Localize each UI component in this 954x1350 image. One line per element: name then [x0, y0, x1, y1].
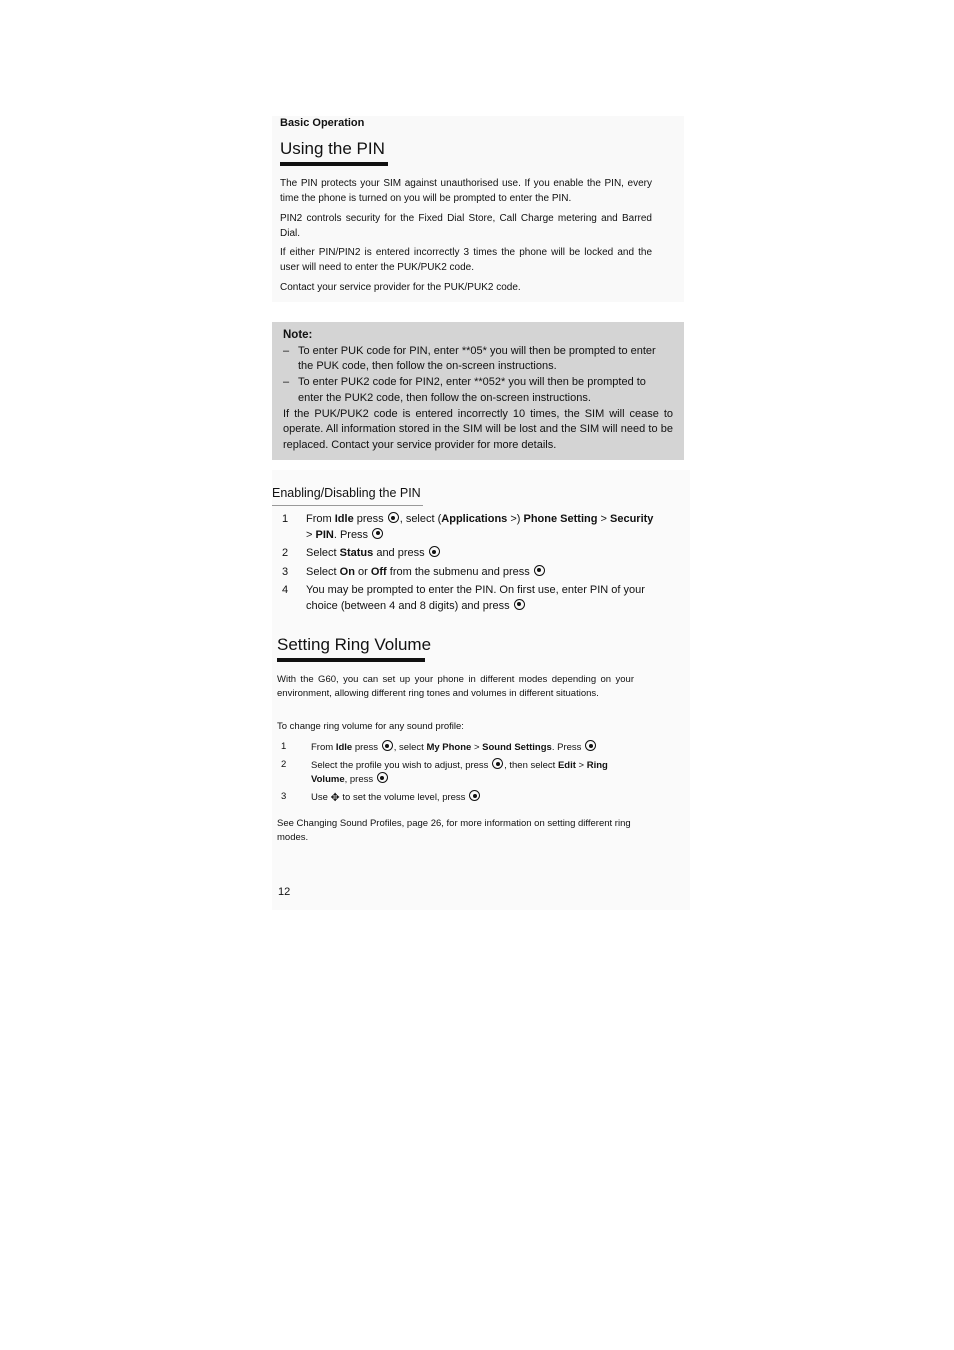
select-key-icon: [585, 740, 596, 751]
pin-para-3: If either PIN/PIN2 is entered incorrectly 3 times the phone will be locked and the user will need to enter the PUK/PUK2 code.: [280, 247, 652, 273]
list-item: [281, 740, 637, 754]
step-text: , press: [344, 774, 376, 785]
step-number: 2: [281, 759, 287, 770]
note-item: [283, 375, 673, 406]
step-text: from the submenu and press: [386, 565, 533, 578]
pin-para-2: PIN2 controls security for the Fixed Dial Store, Call Charge metering and Barred Dial.: [280, 213, 652, 239]
step-number: 4: [282, 584, 289, 596]
step-text: >: [471, 742, 483, 753]
step-text: From: [311, 742, 336, 753]
step-text: press: [353, 513, 387, 525]
list-item: [282, 512, 662, 543]
step-key-term: Security: [610, 513, 654, 525]
select-key-icon: [514, 599, 525, 610]
enable-pin-title: Enabling/Disabling the PIN: [272, 486, 421, 500]
step-key-term: Off: [370, 565, 387, 578]
step-text: Select the profile you wish to adjust, press: [311, 760, 492, 771]
step-text: to set the volume level, press: [339, 792, 469, 803]
pin-para-1: The PIN protects your SIM against unauthorised use. If you enable the PIN, every time the phone is turned on you will be prompted to enter the PIN.: [280, 178, 652, 204]
ring-volume-steps: [281, 740, 637, 808]
note-dash: –: [283, 344, 290, 357]
list-item: [281, 758, 637, 786]
pin-title: Using the PIN: [280, 139, 385, 158]
select-key-icon: [388, 512, 399, 523]
enable-pin-steps: [282, 512, 662, 617]
step-text: Select: [306, 547, 340, 559]
list-item: [281, 790, 637, 804]
note-footer: If the PUK/PUK2 code is entered incorrectly 10 times, the SIM will cease to operate. All information stored in the SIM will be lost and the SIM will need to be replaced. Contact your service provider for more details.: [283, 407, 673, 451]
step-text: From: [306, 513, 335, 525]
step-text: . Press: [333, 528, 372, 541]
list-item: [282, 583, 662, 614]
pin-para-4: Contact your service provider for the PUK/PUK2 code.: [280, 282, 521, 293]
page-number: 12: [278, 886, 291, 898]
step-number: 2: [282, 547, 289, 559]
note-item: [283, 344, 673, 375]
step-text: . Press: [551, 742, 585, 753]
select-key-icon: [469, 790, 480, 801]
nav-key-icon: ✥: [330, 792, 340, 804]
step-text: or: [354, 565, 371, 578]
step-number: 1: [282, 513, 289, 525]
note-item-text: To enter PUK code for PIN, enter **05* you will then be prompted to enter the PUK code, then follow the on-screen instructions.: [298, 344, 656, 373]
ring-intro: With the G60, you can set up your phone in different modes depending on your environment, allowing different ring tones and volumes in different situations.: [277, 674, 634, 699]
select-key-icon: [429, 546, 440, 557]
section-label: Basic Operation: [280, 117, 365, 129]
step-text: >: [575, 760, 587, 771]
step-key-term: Phone Setting: [523, 513, 598, 525]
step-key-term: Edit: [557, 760, 576, 771]
step-key-term: Idle: [335, 742, 353, 753]
step-number: 1: [281, 741, 287, 752]
enable-pin-underline: [272, 505, 423, 506]
step-number: 3: [281, 791, 287, 802]
note-box: [272, 322, 684, 460]
note-item-text: To enter PUK2 code for PIN2, enter **052* you will then be prompted to enter the PUK2 code, then follow the on-screen instructions.: [298, 376, 646, 404]
ring-lead: To change ring volume for any sound profile:: [277, 721, 464, 732]
step-text: You may be prompted to enter the PIN. On first use, enter PIN of your choice (between 4 and 8 digits) and press: [306, 584, 645, 612]
ring-volume-title-underline: [277, 658, 425, 662]
step-key-term: PIN: [315, 528, 334, 541]
step-key-term: Status: [339, 547, 374, 559]
see-also-note: See Changing Sound Profiles, page 26, for more information on setting different ring modes.: [277, 818, 631, 843]
step-text: and press: [373, 547, 428, 559]
step-text: >): [507, 513, 524, 525]
note-title: Note:: [283, 329, 313, 341]
step-text: >: [306, 528, 316, 541]
list-item: [282, 546, 662, 562]
step-text: Select: [306, 565, 340, 578]
select-key-icon: [372, 528, 383, 539]
select-key-icon: [534, 565, 545, 576]
step-text: , select: [393, 742, 427, 753]
step-number: 3: [282, 565, 289, 578]
step-key-term: On: [339, 565, 355, 578]
step-text: press: [352, 742, 381, 753]
step-text: , then select: [504, 760, 558, 771]
select-key-icon: [492, 758, 503, 769]
step-text: >: [597, 513, 610, 525]
step-text: Use: [311, 792, 331, 803]
select-key-icon: [382, 740, 393, 751]
step-key-term: Ring Volume: [311, 760, 608, 785]
step-key-term: Sound Settings: [482, 742, 552, 753]
step-key-term: My Phone: [426, 742, 472, 753]
select-key-icon: [377, 772, 388, 783]
step-key-term: Idle: [334, 513, 354, 525]
step-text: , select (: [399, 513, 442, 525]
pin-title-underline: [280, 162, 388, 166]
ring-volume-title: Setting Ring Volume: [277, 635, 432, 654]
note-dash: –: [283, 376, 290, 389]
step-key-term: Applications: [441, 513, 508, 525]
list-item: [282, 565, 662, 581]
